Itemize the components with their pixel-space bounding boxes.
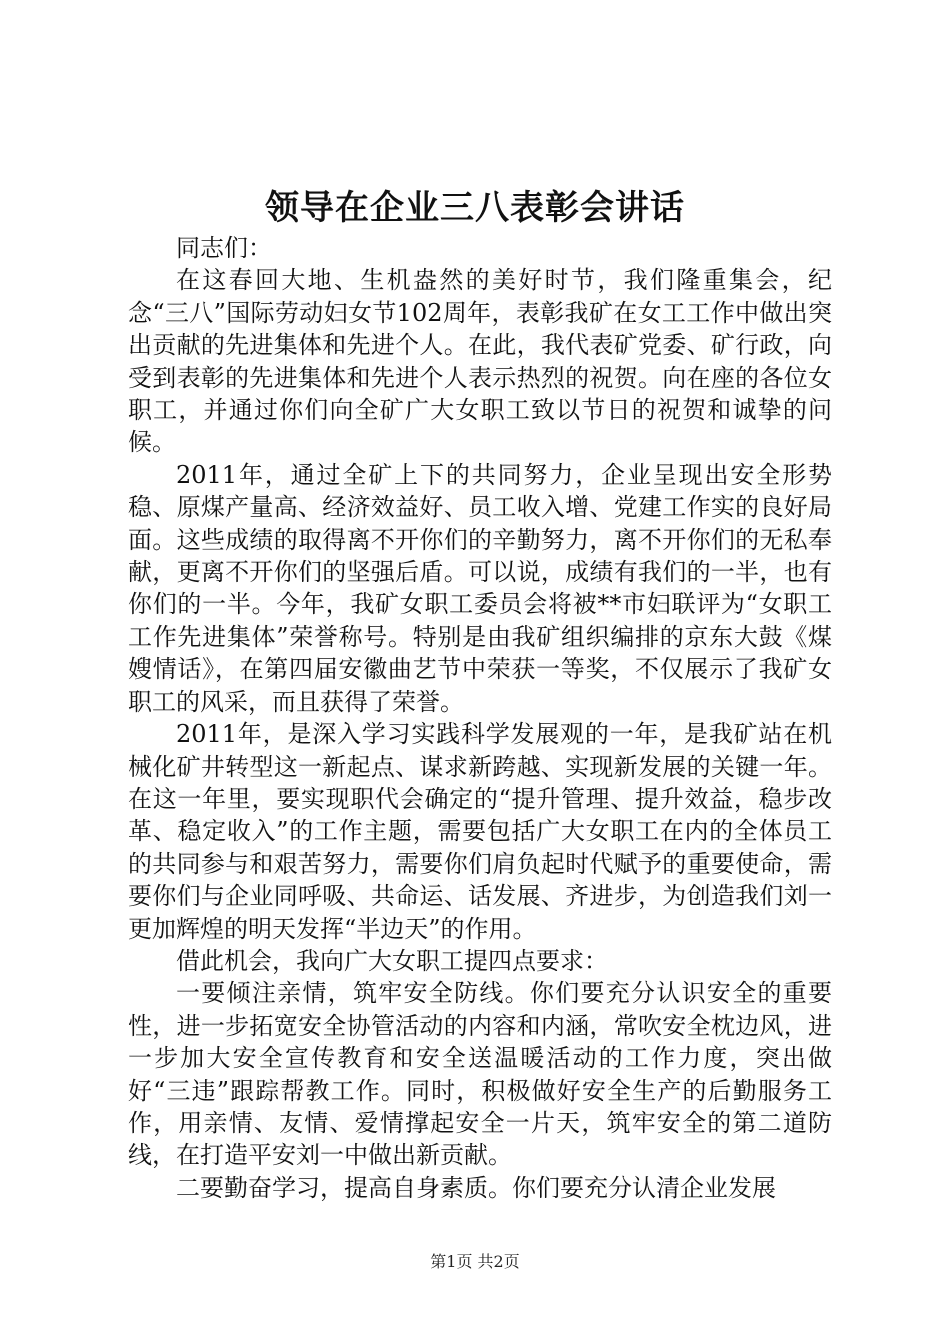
body-paragraph: 借此机会，我向广大女职工提四点要求： — [176, 946, 608, 975]
body-paragraph: 二要勤奋学习，提高自身素质。你们要充分认清企业发展 — [176, 1173, 776, 1202]
body-paragraph: 一要倾注亲情，筑牢安全防线。你们要充分认识安全的重要性，进一步拓宽安全协管活动的内容和内涵，常吹安全枕边风，进一步加大安全宣传教育和安全送温暖活动的工作力度，突出做好“三违”跟踪帮教工作。同时，积极做好安全生产的后勤服务工作，用亲情、友情、爱情撑起安全一片天，筑牢安全的第二道防线，在打造平安刘一中做出新贡献。 — [128, 979, 832, 1170]
body-paragraph: 在这春回大地、生机盎然的美好时节，我们隆重集会，纪念“三八”国际劳动妇女节102周年，表彰我矿在女工工作中做出突出贡献的先进集体和先进个人。在此，我代表矿党委、矿行政，向受到表彰的先进集体和先进个人表示热烈的祝贺。向在座的各位女职工，并通过你们向全矿广大女职工致以节日的祝贺和诚挚的问候。 — [128, 266, 832, 457]
page-number-footer: 第1页 共2页 — [430, 1252, 520, 1271]
body-paragraph: 2011年，是深入学习实践科学发展观的一年，是我矿站在机械化矿井转型这一新起点、谋求新跨越、实现新发展的关键一年。在这一年里，要实现职代会确定的“提升管理、提升效益，稳步改革、稳定收入”的工作主题，需要包括广大女职工在内的全体员工的共同参与和艰苦努力，需要你们肩负起时代赋予的重要使命，需要你们与企业同呼吸、共命运、话发展、齐进步，为创造我们刘一更加辉煌的明天发挥“半边天”的作用。 — [128, 720, 832, 943]
salutation-paragraph: 同志们： — [176, 234, 272, 262]
document-title: 领导在企业三八表彰会讲话 — [265, 188, 685, 228]
document-body — [128, 232, 832, 1204]
body-paragraph: 2011年，通过全矿上下的共同努力，企业呈现出安全形势稳、原煤产量高、经济效益好、员工收入增、党建工作实的良好局面。这些成绩的取得离不开你们的辛勤努力，离不开你们的无私奉献，更离不开你们的坚强后盾。可以说，成绩有我们的一半，也有你们的一半。今年，我矿女职工委员会将被**市妇联评为“女职工工作先进集体”荣誉称号。特别是由我矿组织编排的京东大鼓《煤嫂情话》，在第四届安徽曲艺节中荣获一等奖，不仅展示了我矿女职工的风采，而且获得了荣誉。 — [128, 460, 832, 716]
